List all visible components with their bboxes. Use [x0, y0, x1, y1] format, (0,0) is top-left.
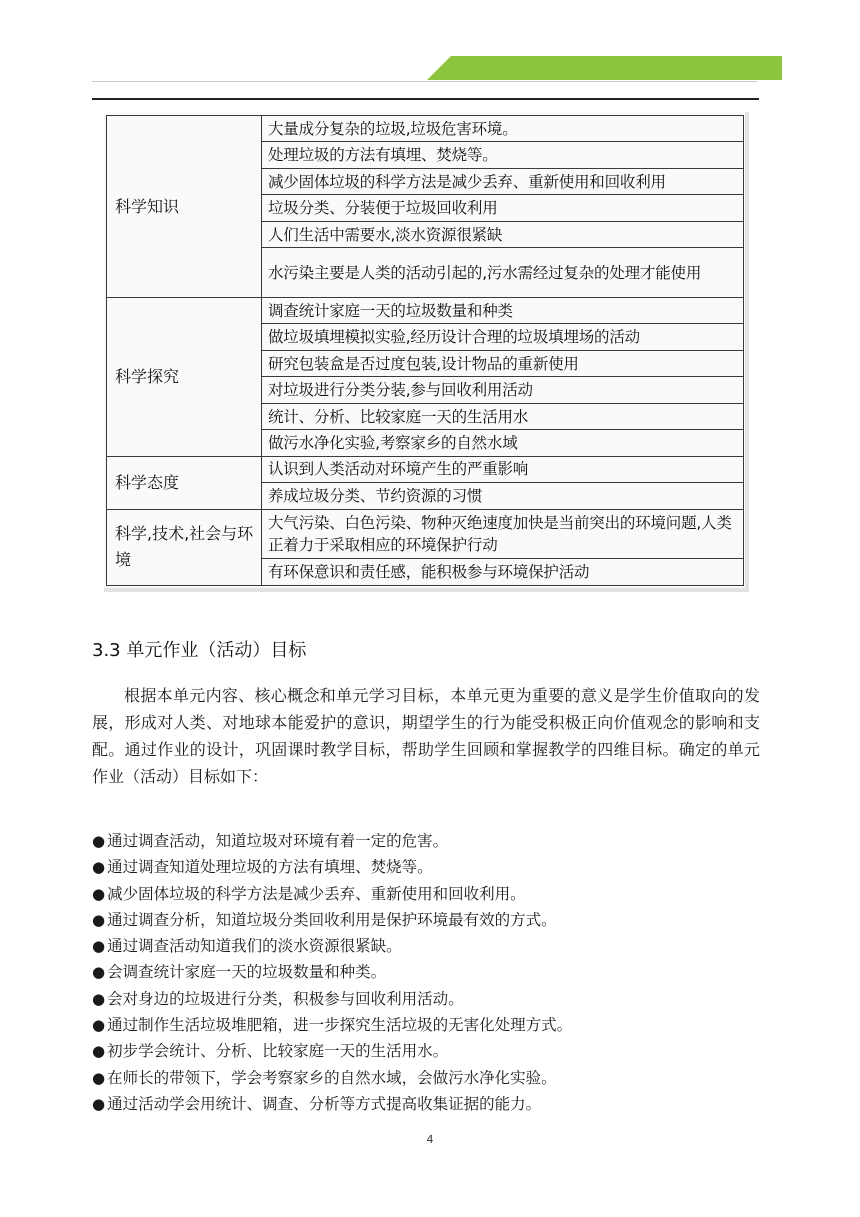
- goal-cell: 有环保意识和责任感，能积极参与环境保护活动: [262, 559, 744, 586]
- goal-cell: 人们生活中需要水,淡水资源很紧缺: [262, 221, 744, 247]
- category-cell: 科学知识: [107, 116, 262, 298]
- goals-table: [106, 115, 744, 586]
- list-item: [92, 881, 760, 907]
- table-row: [107, 116, 744, 142]
- section-heading: 3.3 单元作业（活动）目标: [92, 640, 307, 661]
- table-row: [107, 298, 744, 324]
- bullet-icon: ●: [92, 832, 106, 850]
- bullet-icon: ●: [92, 910, 106, 929]
- section-paragraph: 根据本单元内容、核心概念和单元学习目标，本单元更为重要的意义是学生价值取向的发展，形成对人类、对地球本能爱护的意识，期望学生的行为能受积极正向价值观念的影响和支配。通过作业的设计，巩固课时教学目标，帮助学生回顾和掌握教学的四维目标。确定的单元作业（活动）目标如下：: [92, 686, 760, 786]
- list-item-text: 通过活动学会用统计、调查、分析等方式提高收集证据的能力。: [107, 1094, 542, 1113]
- bullet-icon: ●: [92, 963, 106, 982]
- goal-cell: 大气污染、白色污染、物种灭绝速度加快是当前突出的环境问题,人类正着力于采取相应的环境保护行动: [262, 509, 744, 559]
- list-item: [92, 959, 760, 985]
- goal-cell: 养成垃圾分类、节约资源的习惯: [262, 483, 744, 509]
- image-edge-right: [745, 112, 749, 592]
- goal-cell: 水污染主要是人类的活动引起的,污水需经过复杂的处理才能使用: [262, 248, 744, 298]
- list-item: [92, 986, 760, 1012]
- list-item: [92, 1012, 760, 1038]
- bullet-icon: ●: [92, 1068, 106, 1087]
- list-item-text: 通过调查活动知道我们的淡水资源很紧缺。: [107, 937, 402, 956]
- header-accent-bar: [427, 56, 782, 80]
- table-row: [107, 456, 744, 482]
- list-item-text: 通过制作生活垃圾堆肥箱，进一步探究生活垃圾的无害化处理方式。: [107, 1016, 573, 1035]
- list-item: [92, 854, 760, 880]
- list-item-text: 初步学会统计、分析、比较家庭一天的生活用水。: [107, 1042, 449, 1061]
- goals-table-image: [104, 112, 749, 592]
- goal-bullet-list: [92, 828, 760, 1117]
- list-item: [92, 1065, 760, 1091]
- list-item-text: 会调查统计家庭一天的垃圾数量和种类。: [107, 963, 387, 982]
- goal-cell: 减少固体垃圾的科学方法是减少丢弃、重新使用和回收利用: [262, 168, 744, 194]
- bullet-icon: ●: [92, 1042, 106, 1061]
- bullet-icon: ●: [92, 1094, 106, 1113]
- list-item-text: 会对身边的垃圾进行分类，积极参与回收利用活动。: [107, 989, 464, 1008]
- list-item-text: 在师长的带领下，学会考察家乡的自然水域，会做污水净化实验。: [107, 1068, 557, 1087]
- list-item-text: 减少固体垃圾的科学方法是减少丢弃、重新使用和回收利用。: [107, 884, 526, 903]
- list-item: [92, 828, 760, 854]
- goal-cell: 做垃圾填埋模拟实验,经历设计合理的垃圾填埋场的活动: [262, 324, 744, 350]
- bullet-icon: ●: [92, 937, 106, 956]
- goal-cell: 垃圾分类、分装便于垃圾回收利用: [262, 195, 744, 221]
- category-cell: 科学态度: [107, 456, 262, 509]
- list-item-text: 通过调查知道处理垃圾的方法有填埋、焚烧等。: [107, 858, 433, 877]
- list-item-text: 通过调查分析，知道垃圾分类回收利用是保护环境最有效的方式。: [107, 910, 557, 929]
- table-row: [107, 509, 744, 559]
- goal-cell: 研究包装盒是否过度包装,设计物品的重新使用: [262, 350, 744, 376]
- list-item: [92, 1038, 760, 1064]
- image-edge-bottom: [104, 588, 749, 592]
- list-item: [92, 907, 760, 933]
- page-number: 4: [426, 1133, 434, 1146]
- list-item-text: 通过调查活动，知道垃圾对环境有着一定的危害。: [107, 832, 449, 850]
- list-item: [92, 933, 760, 959]
- goal-cell: 大量成分复杂的垃圾,垃圾危害环境。: [262, 116, 744, 142]
- goal-cell: 做污水净化实验,考察家乡的自然水域: [262, 430, 744, 456]
- goal-cell: 对垃圾进行分类分装,参与回收利用活动: [262, 377, 744, 403]
- list-item: [92, 1091, 760, 1117]
- category-cell: 科学探究: [107, 298, 262, 457]
- header-thin-rule: [92, 81, 757, 82]
- goal-cell: 调查统计家庭一天的垃圾数量和种类: [262, 298, 744, 324]
- header-rule: [92, 98, 759, 100]
- goal-cell: 认识到人类活动对环境产生的严重影响: [262, 456, 744, 482]
- goal-cell: 统计、分析、比较家庭一天的生活用水: [262, 403, 744, 429]
- category-cell: 科学,技术,社会与环境: [107, 509, 262, 585]
- bullet-icon: ●: [92, 884, 106, 903]
- goal-cell: 处理垃圾的方法有填埋、焚烧等。: [262, 142, 744, 168]
- bullet-icon: ●: [92, 1016, 106, 1035]
- bullet-icon: ●: [92, 858, 106, 877]
- bullet-icon: ●: [92, 989, 106, 1008]
